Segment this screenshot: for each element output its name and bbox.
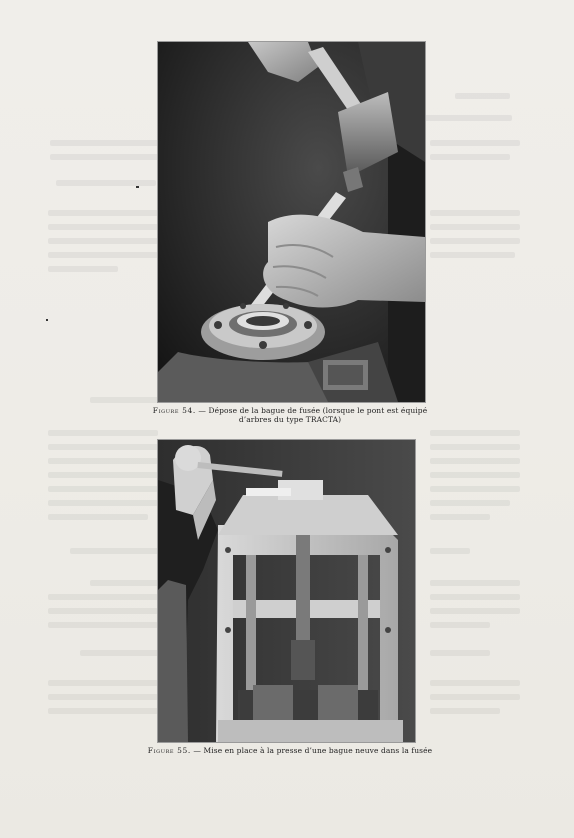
photo-press-operation [158,440,415,742]
figure-54-text-line2: d’arbres du type TRACTA) [238,415,342,424]
figure-54-caption-line1 [120,406,460,415]
figure-54-caption [120,406,460,424]
scan-speck [136,186,139,188]
photo-press-operation-image [158,440,415,742]
figure-55-text: — Mise en place à la presse d’une bague neuve dans la fusée [193,746,433,755]
scan-speck [46,319,48,321]
figure-55-label: Figure 55. [147,746,191,755]
figure-55-caption [120,746,460,755]
figure-54-label: Figure 54. [152,406,196,415]
photo-bushing-removal [158,42,425,402]
figure-54-text-line1: — Dépose de la bague de fusée (lorsque le pont est équipé [198,406,428,415]
photo-bushing-removal-image [158,42,425,402]
